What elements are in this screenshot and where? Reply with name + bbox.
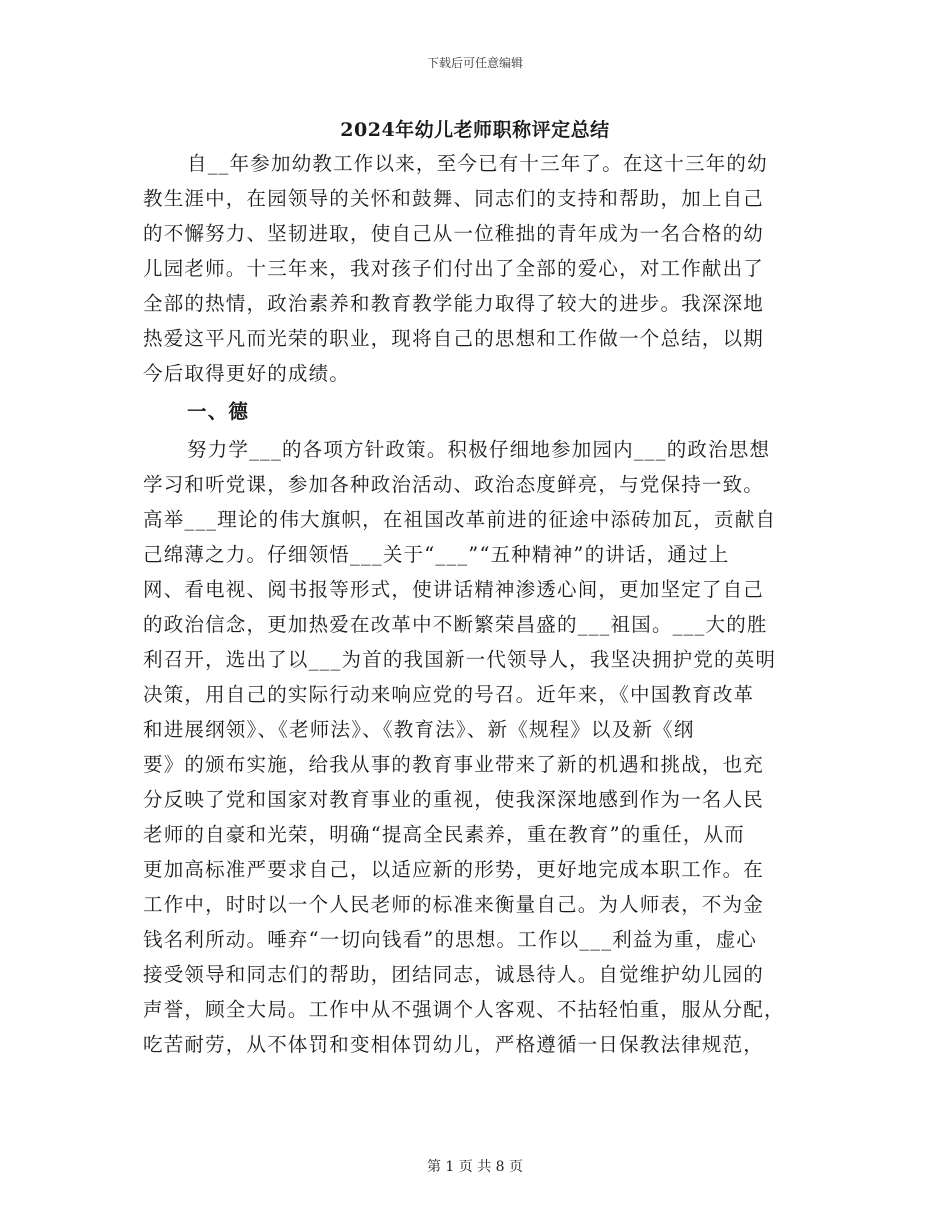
paragraph-line: 热爱这平凡而光荣的职业，现将自己的思想和工作做一个总结，以期 <box>143 327 765 350</box>
header-note: 下载后可任意编辑 <box>426 56 523 70</box>
paragraph-line: 和进展纲领》、《老师法》、《教育法》、新《规程》以及新《纲 <box>143 718 695 741</box>
paragraph-line: 要》的颁布实施，给我从事的教育事业带来了新的机遇和挑战，也充 <box>143 753 765 776</box>
paragraph-line: 的不懈努力、坚韧进取，使自己从一位稚拙的青年成为一名合格的幼 <box>143 222 765 245</box>
paragraph-line: 吃苦耐劳，从不体罚和变相体罚幼儿，严格遵循一日保教法律规范， <box>143 1033 765 1056</box>
paragraph-line: 高举___理论的伟大旗帜，在祖国改革前进的征途中添砖加瓦，贡献自 <box>143 508 777 531</box>
paragraph-line: 自__年参加幼教工作以来，至今已有十三年了。在这十三年的幼 <box>187 152 768 175</box>
document-title: 2024年幼儿老师职称评定总结 <box>340 119 610 141</box>
paragraph-line: 努力学___的各项方针政策。积极仔细地参加园内___的政治思想 <box>187 438 771 461</box>
paragraph-line: 分反映了党和国家对教育事业的重视，使我深深地感到作为一名人民 <box>143 788 765 811</box>
section-heading: 一、德 <box>187 400 250 423</box>
intro-paragraph <box>143 146 807 391</box>
paragraph-line: 钱名利所动。唾弃“一切向钱看”的思想。工作以___利益为重，虚心 <box>143 928 758 951</box>
paragraph-line: 更加高标准严要求自己，以适应新的形势，更好地完成本职工作。在 <box>143 858 765 881</box>
document-body <box>143 146 807 1062</box>
paragraph-line: 声誉，顾全大局。工作中从不强调个人客观、不拈轻怕重，服从分配， <box>143 998 785 1021</box>
section-paragraph <box>143 432 807 1062</box>
paragraph-line: 决策，用自己的实际行动来响应党的号召。近年来，《中国教育改革 <box>143 683 755 706</box>
paragraph-line: 今后取得更好的成绩。 <box>143 362 351 385</box>
paragraph-line: 儿园老师。十三年来，我对孩子们付出了全部的爱心，对工作献出了 <box>143 257 765 280</box>
paragraph-line: 的政治信念，更加热爱在改革中不断繁荣昌盛的___祖国。___大的胜 <box>143 613 768 636</box>
paragraph-line: 教生涯中，在园领导的关怀和鼓舞、同志们的支持和帮助，加上自己 <box>143 187 765 210</box>
paragraph-line: 己绵薄之力。仔细领悟___关于“___”“五种精神”的讲话，通过上 <box>143 543 730 566</box>
paragraph-line: 老师的自豪和光荣，明确“提高全民素养，重在教育”的重任，从而 <box>143 823 745 846</box>
paragraph-line: 学习和听党课，参加各种政治活动、政治态度鲜亮，与党保持一致。 <box>143 473 765 496</box>
page-footer: 第 1 页 共 8 页 <box>426 1159 524 1175</box>
paragraph-line: 全部的热情，政治素养和教育教学能力取得了较大的进步。我深深地 <box>143 292 765 315</box>
paragraph-line: 利召开，选出了以___为首的我国新一代领导人，我坚决拥护党的英明 <box>143 648 777 671</box>
paragraph-line: 网、看电视、阅书报等形式，使讲话精神渗透心间，更加坚定了自己 <box>143 578 765 601</box>
paragraph-line: 工作中，时时以一个人民老师的标准来衡量自己。为人师表，不为金 <box>143 893 765 916</box>
paragraph-line: 接受领导和同志们的帮助，团结同志，诚恳待人。自觉维护幼儿园的 <box>143 963 765 986</box>
